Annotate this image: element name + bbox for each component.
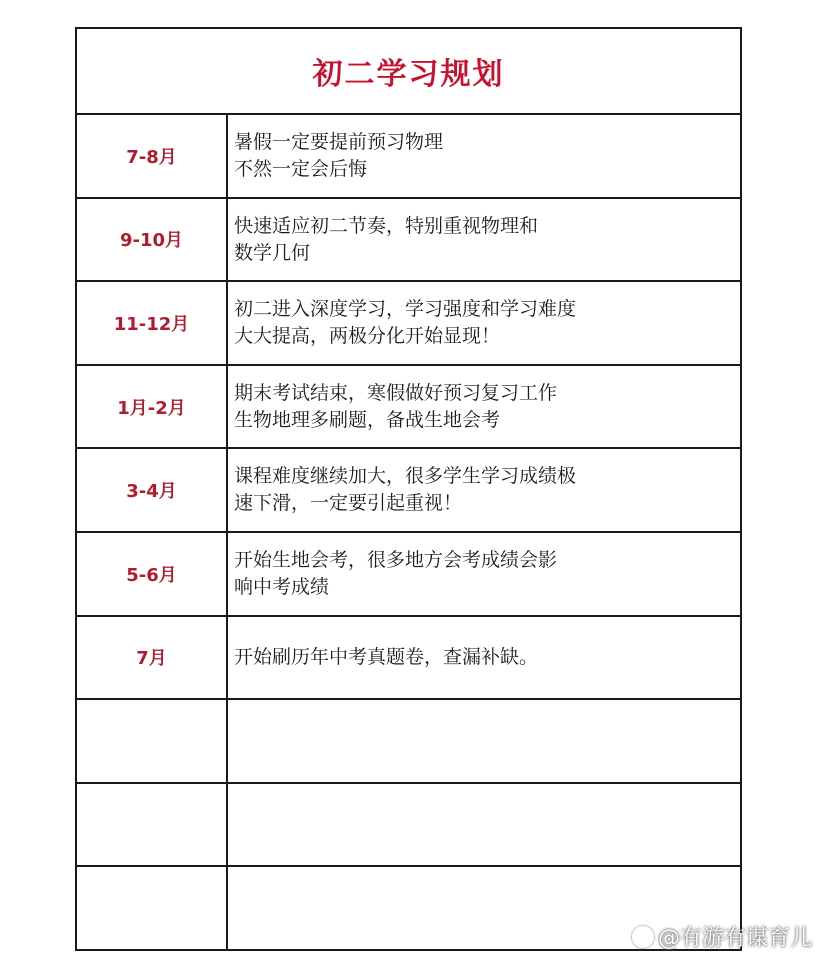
description-cell (228, 784, 740, 866)
page-title: 初二学习规划 (312, 57, 505, 92)
description-cell (228, 199, 740, 281)
month-cell (77, 784, 228, 866)
month-cell: 5-6月 (77, 533, 228, 615)
table-row (77, 533, 740, 617)
table-row (77, 449, 740, 533)
table-row-empty (77, 700, 740, 784)
description-line: 开始生地会考，很多地方会考成绩会影 (234, 548, 558, 571)
month-cell: 1月-2月 (77, 366, 228, 448)
month-cell: 11-12月 (77, 282, 228, 364)
description-line: 初二进入深度学习，学习强度和学习难度 (234, 298, 577, 321)
title-row (77, 29, 740, 115)
description-cell (228, 700, 740, 782)
description-cell (228, 449, 740, 531)
circle-logo-icon (632, 926, 654, 948)
table-row (77, 199, 740, 283)
description-line: 期末考试结束，寒假做好预习复习工作 (234, 381, 558, 404)
description-line: 不然一定会后悔 (234, 158, 368, 180)
description-cell (228, 282, 740, 364)
month-cell: 7月 (77, 617, 228, 699)
description-cell (228, 366, 740, 448)
table-row (77, 282, 740, 366)
month-cell (77, 867, 228, 949)
table-row (77, 366, 740, 450)
table-row-empty (77, 784, 740, 868)
description-line: 速下滑，一定要引起重视！ (234, 492, 463, 515)
watermark (632, 921, 812, 952)
description-cell (228, 115, 740, 197)
plan-rows (77, 115, 740, 949)
study-plan-table (75, 27, 742, 951)
description-line: 课程难度继续加大，很多学生学习成绩极 (234, 465, 577, 488)
description-line: 数学几何 (234, 241, 311, 264)
month-cell (77, 700, 228, 782)
table-row (77, 617, 740, 701)
description-cell (228, 617, 740, 699)
description-line: 暑假一定要提前预习物理 (234, 131, 444, 153)
month-cell: 3-4月 (77, 449, 228, 531)
description-line: 快速适应初二节奏，特别重视物理和 (234, 214, 539, 237)
description-cell (228, 533, 740, 615)
description-line: 开始刷历年中考真题卷，查漏补缺。 (234, 645, 539, 668)
description-line: 生物地理多刷题，备战生地会考 (234, 408, 501, 431)
table-row (77, 115, 740, 199)
watermark-text: @有游有谋育儿 (657, 926, 812, 951)
description-line: 大大提高，两极分化开始显现！ (234, 325, 501, 348)
month-cell: 9-10月 (77, 199, 228, 281)
description-line: 响中考成绩 (234, 575, 330, 598)
month-cell: 7-8月 (77, 115, 228, 197)
